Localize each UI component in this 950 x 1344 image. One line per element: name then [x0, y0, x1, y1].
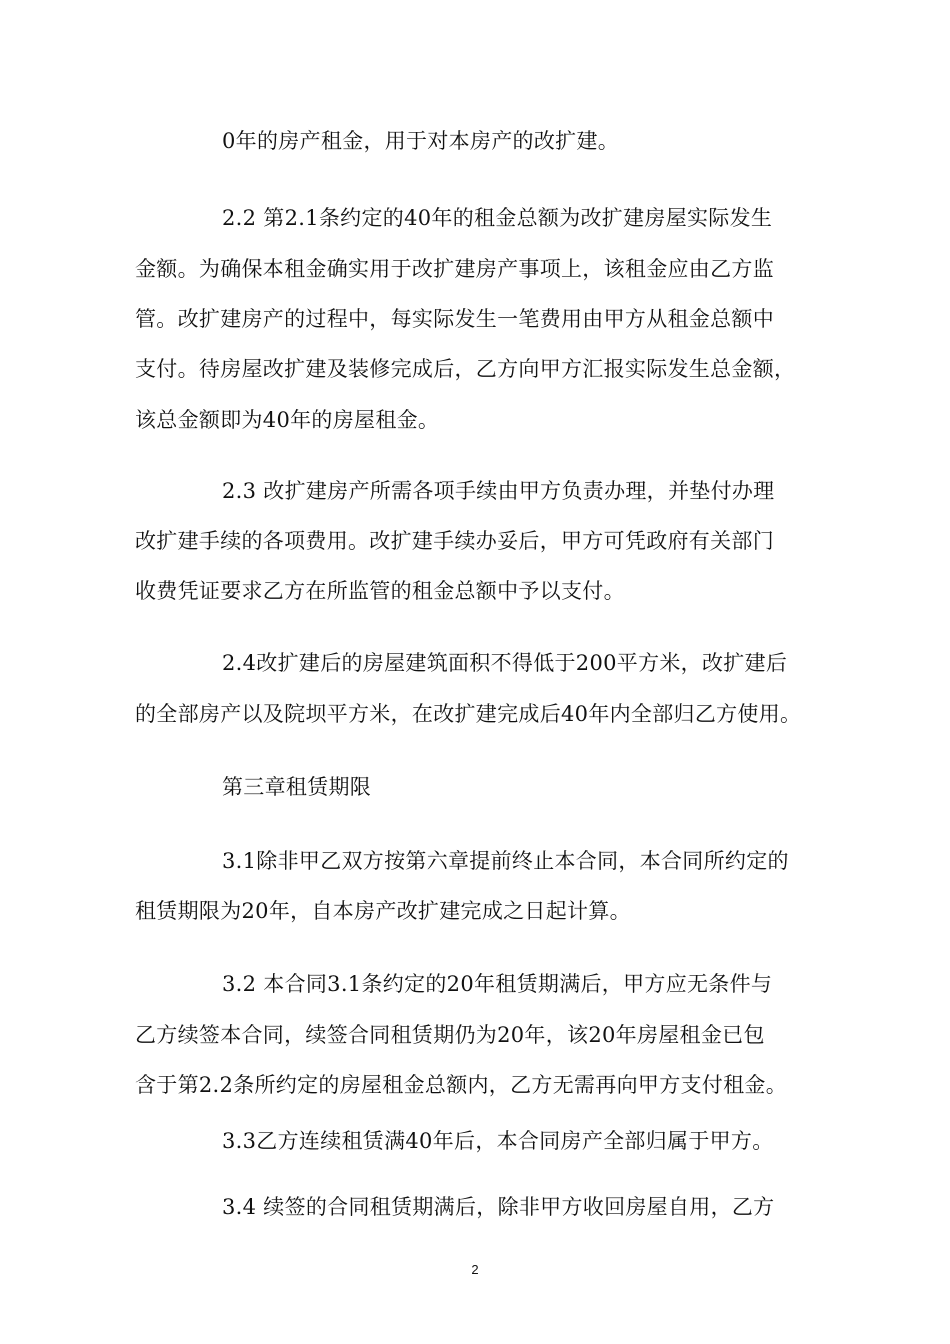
text-line-7: 2.3 改扩建房产所需各项手续由甲方负责办理，并垫付办理	[222, 479, 775, 503]
text-line-9: 收费凭证要求乙方在所监管的租金总额中予以支付。	[135, 579, 625, 603]
text-line-14: 租赁期限为20年，自本房产改扩建完成之日起计算。	[135, 899, 631, 923]
text-line-13: 3.1除非甲乙双方按第六章提前终止本合同，本合同所约定的	[222, 849, 789, 873]
text-line-10: 2.4改扩建后的房屋建筑面积不得低于200平方米，改扩建后	[222, 651, 788, 675]
chapter-heading: 第三章租赁期限	[222, 775, 372, 799]
text-line-8: 改扩建手续的各项费用。改扩建手续办妥后，甲方可凭政府有关部门	[135, 529, 774, 553]
text-line-19: 3.4 续签的合同租赁期满后，除非甲方收回房屋自用，乙方	[222, 1195, 775, 1219]
text-line-2: 2.2 第2.1条约定的40年的租金总额为改扩建房屋实际发生	[222, 206, 773, 230]
text-line-16: 乙方续签本合同，续签合同租赁期仍为20年，该20年房屋租金已包	[135, 1023, 765, 1047]
text-line-11: 的全部房产以及院坝平方米，在改扩建完成后40年内全部归乙方使用。	[135, 702, 802, 726]
text-line-17: 含于第2.2条所约定的房屋租金总额内，乙方无需再向甲方支付租金。	[135, 1073, 787, 1097]
page-number: 2	[471, 1262, 479, 1277]
text-line-5: 支付。待房屋改扩建及装修完成后，乙方向甲方汇报实际发生总金额，	[135, 357, 796, 381]
text-line-4: 管。改扩建房产的过程中，每实际发生一笔费用由甲方从租金总额中	[135, 307, 774, 331]
text-line-6: 该总金额即为40年的房屋租金。	[135, 408, 440, 432]
text-line-3: 金额。为确保本租金确实用于改扩建房产事项上，该租金应由乙方监	[135, 257, 774, 281]
text-line-15: 3.2 本合同3.1条约定的20年租赁期满后，甲方应无条件与	[222, 972, 773, 996]
text-line-18: 3.3乙方连续租赁满40年后，本合同房产全部归属于甲方。	[222, 1129, 774, 1153]
text-line-1: 0年的房产租金，用于对本房产的改扩建。	[222, 129, 620, 153]
